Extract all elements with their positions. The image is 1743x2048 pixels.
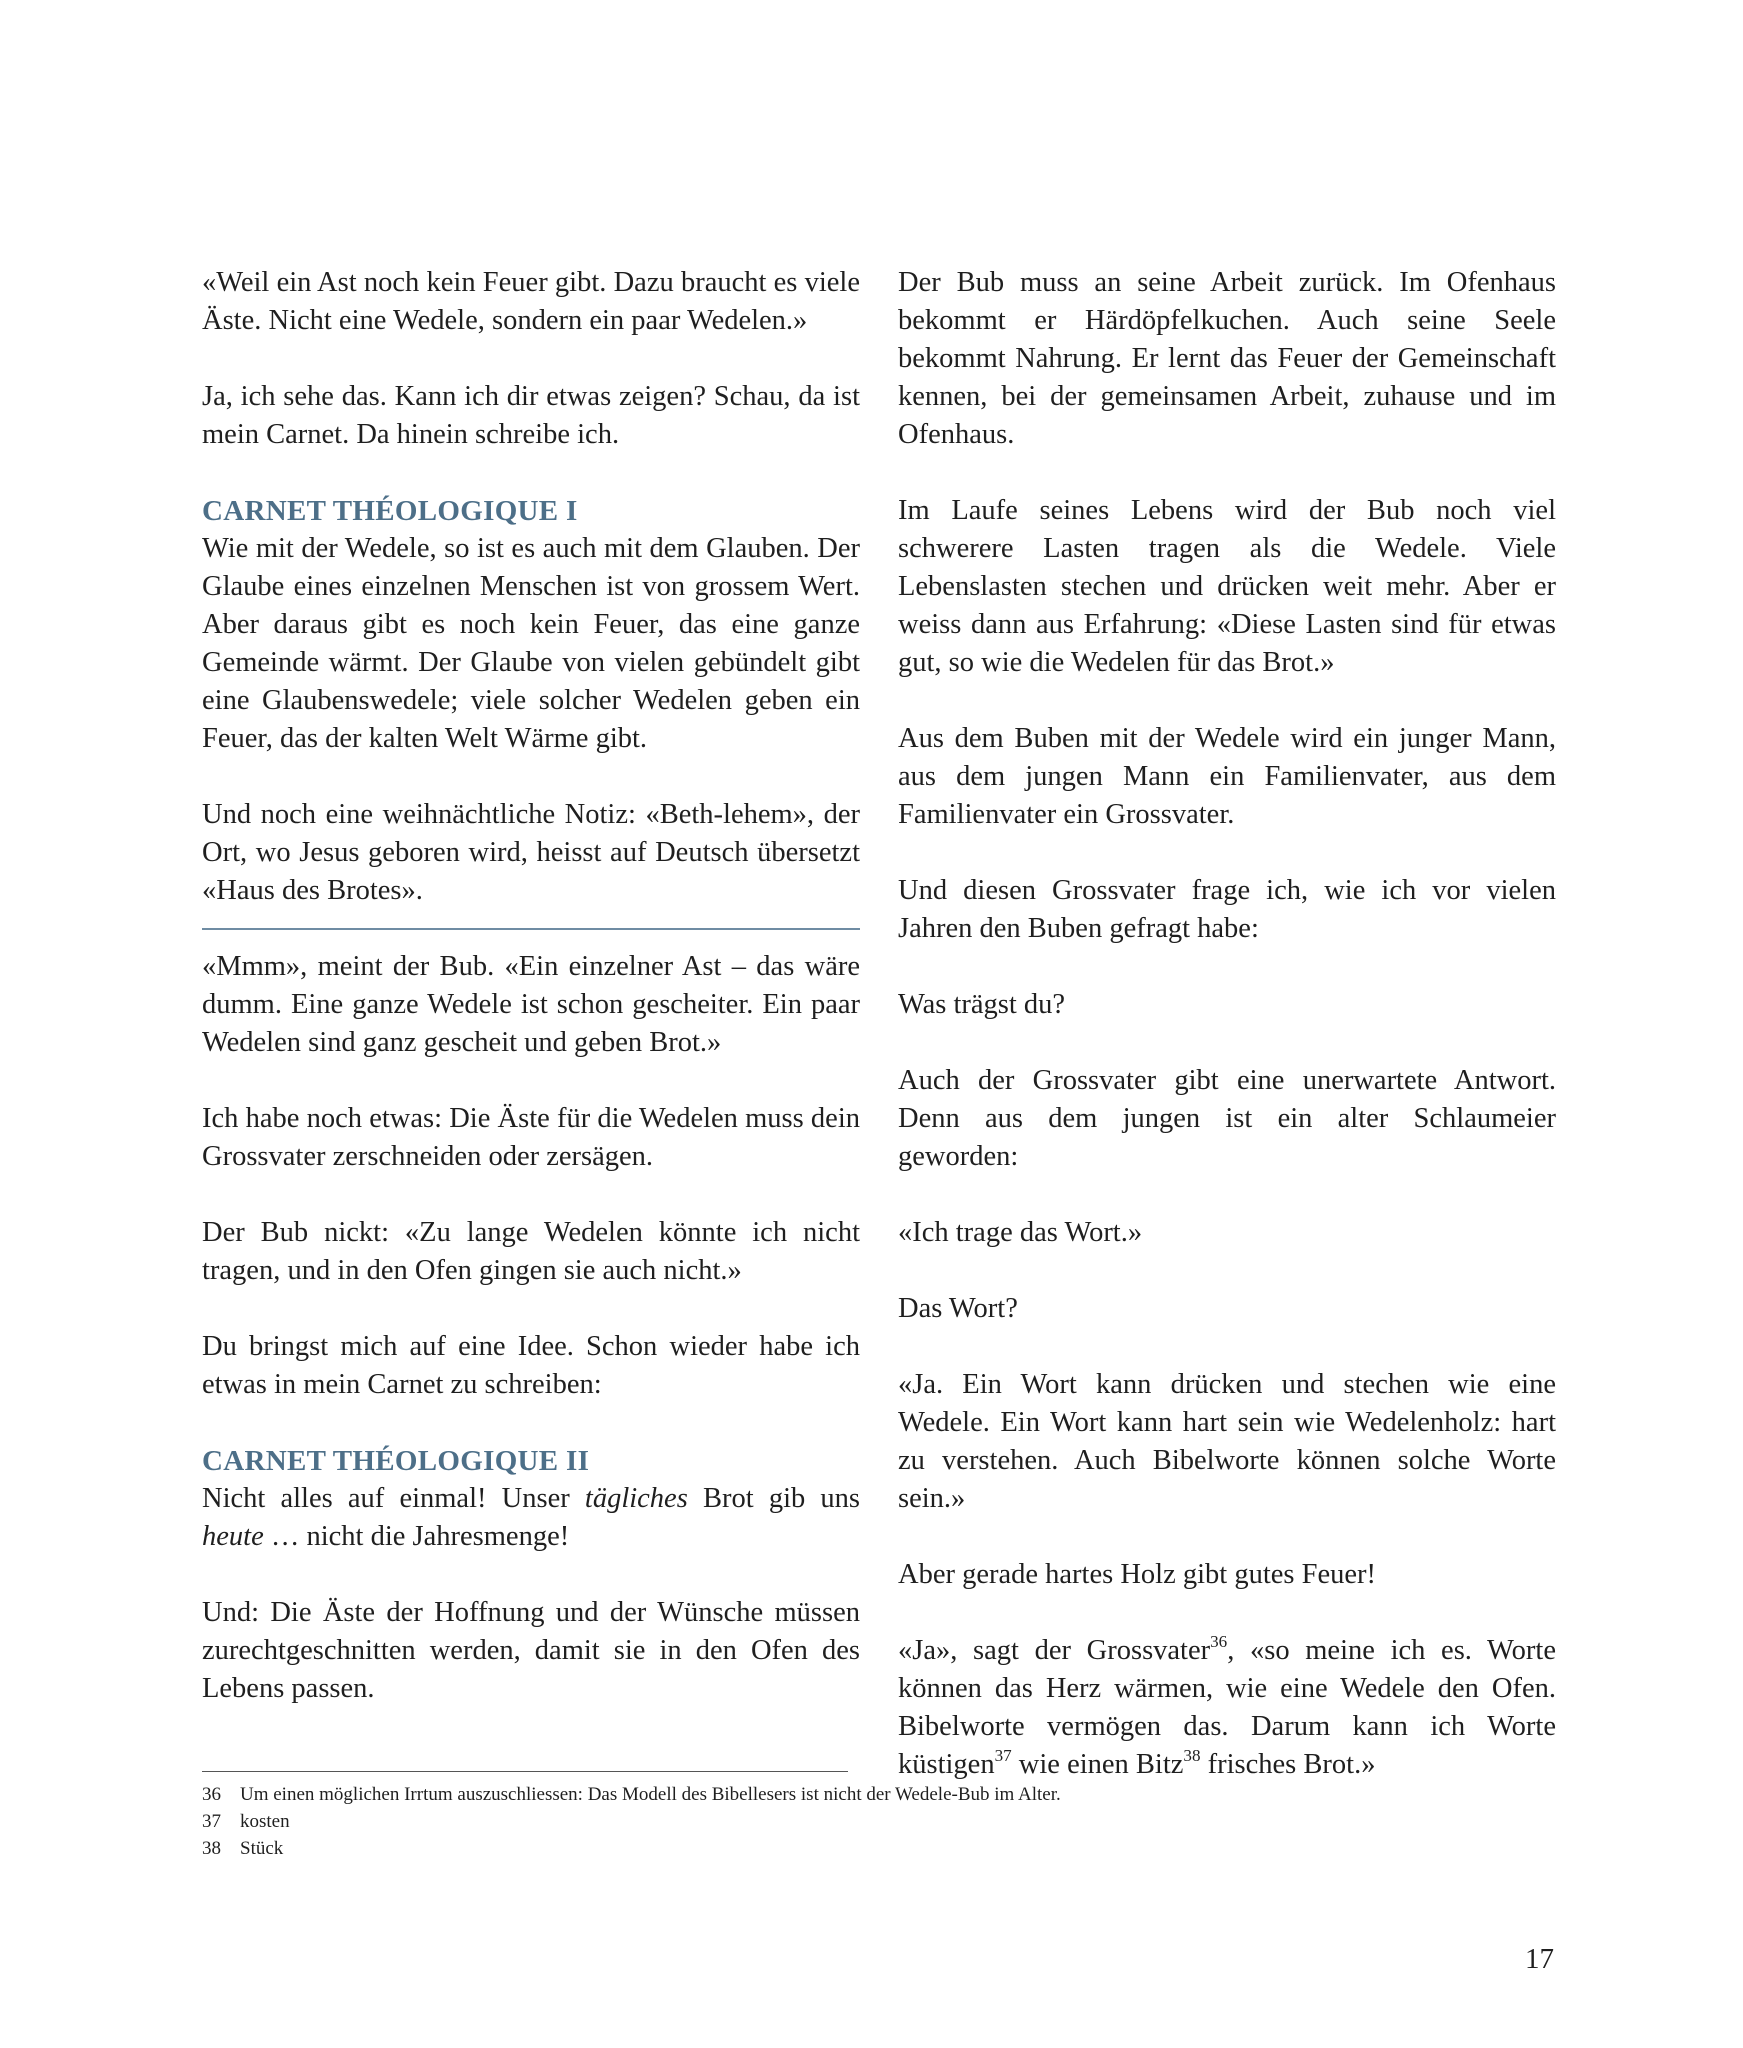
paragraph: «Mmm», meint der Bub. «Ein einzelner Ast – das wäre dumm. Eine ganze Wedele ist schon gescheiter. Ein paar Wedelen sind ganz gescheit und geben Brot.» <box>202 951 860 1058</box>
footnote-text: kosten <box>240 1811 290 1832</box>
footnote-rule <box>202 1771 848 1772</box>
footnote-number: 36 <box>202 1784 221 1805</box>
footnotes <box>202 1781 1061 1862</box>
paragraph: Nicht alles auf einmal! Unser tägliches Brot gib uns heute … nicht die Jahresmenge! <box>202 1483 860 1552</box>
footnote-text: Stück <box>240 1838 284 1859</box>
section-divider <box>202 928 860 930</box>
paragraph: «Weil ein Ast noch kein Feuer gibt. Dazu braucht es viele Äste. Nicht eine Wedele, sondern ein paar Wedelen.» <box>202 267 860 336</box>
paragraph: Der Bub nickt: «Zu lange Wedelen könnte ich nicht tragen, und in den Ofen gingen sie auch nicht.» <box>202 1217 860 1286</box>
page-number: 17 <box>1525 1943 1554 1975</box>
footnote-ref[interactable]: 36 <box>1210 1632 1228 1652</box>
paragraph: Was trägst du? <box>898 989 1066 1020</box>
paragraph: Im Laufe seines Lebens wird der Bub noch viel schwerere Lasten tragen als die Wedele. Viele Lebenslasten stechen und drücken weit mehr. Aber er weiss dann aus Erfahrung: «Diese Lasten sind für etwas gut, so wie die Wedelen für das Brot.» <box>898 495 1556 678</box>
left-column <box>202 264 860 1708</box>
italic-word: heute <box>202 1521 264 1552</box>
footnote-ref[interactable]: 38 <box>1183 1746 1201 1766</box>
paragraph: «Ja. Ein Wort kann drücken und stechen wie eine Wedele. Ein Wort kann hart sein wie Wedelenholz: hart zu verstehen. Auch Bibelworte können solche Worte sein.» <box>898 1369 1556 1514</box>
footnote <box>202 1808 1061 1835</box>
paragraph: Ja, ich sehe das. Kann ich dir etwas zeigen? Schau, da ist mein Carnet. Da hinein schreibe ich. <box>202 381 860 450</box>
paragraph: Ich habe noch etwas: Die Äste für die Wedelen muss dein Grossvater zerschneiden oder zersägen. <box>202 1103 860 1172</box>
paragraph: Du bringst mich auf eine Idee. Schon wieder habe ich etwas in mein Carnet zu schreiben: <box>202 1331 860 1400</box>
paragraph: «Ja», sagt der Grossvater$^{36}$, «so meine ich es. Worte können das Herz wärmen, wie eine Wedele den Ofen. Bibelworte vermögen das. Darum kann ich Worte küstigen$^{37}$ wie einen Bitz$^{38}$ frisches Brot.» <box>898 1632 1556 1780</box>
paragraph: Aus dem Buben mit der Wedele wird ein junger Mann, aus dem jungen Mann ein Familienvater, aus dem Familienvater ein Grossvater. <box>898 723 1556 830</box>
footnote-text: Um einen möglichen Irrtum auszuschliessen: Das Modell des Bibellesers ist nicht der Wedele-Bub im Alter. <box>240 1784 1061 1805</box>
footnote-ref[interactable]: 37 <box>994 1746 1012 1766</box>
section-heading: CARNET THÉOLOGIQUE II <box>202 1445 590 1477</box>
section-heading: CARNET THÉOLOGIQUE I <box>202 495 578 527</box>
footnote-number: 37 <box>202 1811 221 1832</box>
paragraph: Und diesen Grossvater frage ich, wie ich vor vielen Jahren den Buben gefragt habe: <box>898 875 1556 944</box>
footnote <box>202 1781 1061 1808</box>
paragraph: Der Bub muss an seine Arbeit zurück. Im Ofenhaus bekommt er Härdöpfelkuchen. Auch seine Seele bekommt Nahrung. Er lernt das Feuer der Gemeinschaft kennen, bei der gemeinsamen Arbeit, zuhause und im Ofenhaus. <box>898 267 1556 450</box>
footnote-number: 38 <box>202 1838 221 1859</box>
paragraph: Und: Die Äste der Hoffnung und der Wünsche müssen zurechtgeschnitten werden, damit sie in den Ofen des Lebens passen. <box>202 1597 860 1704</box>
italic-word: tägliches <box>584 1483 688 1514</box>
paragraph: Auch der Grossvater gibt eine unerwartete Antwort. Denn aus dem jungen ist ein alter Schlaumeier geworden: <box>898 1065 1556 1172</box>
paragraph: Und noch eine weihnächtliche Notiz: «Beth-lehem», der Ort, wo Jesus geboren wird, heisst auf Deutsch übersetzt «Haus des Brotes». <box>202 799 860 906</box>
paragraph: «Ich trage das Wort.» <box>898 1217 1143 1248</box>
paragraph: Wie mit der Wedele, so ist es auch mit dem Glauben. Der Glaube eines einzelnen Menschen ist von grossem Wert. Aber daraus gibt es noch kein Feuer, das eine ganze Gemeinde wärmt. Der Glaube von vielen gebündelt gibt eine Glaubenswedele; viele solcher Wedelen geben ein Feuer, das der kalten Welt Wärme gibt. <box>202 533 860 754</box>
footnote <box>202 1835 1061 1862</box>
right-column <box>898 264 1556 1784</box>
paragraph: Das Wort? <box>898 1293 1018 1324</box>
paragraph: Aber gerade hartes Holz gibt gutes Feuer! <box>898 1559 1376 1590</box>
